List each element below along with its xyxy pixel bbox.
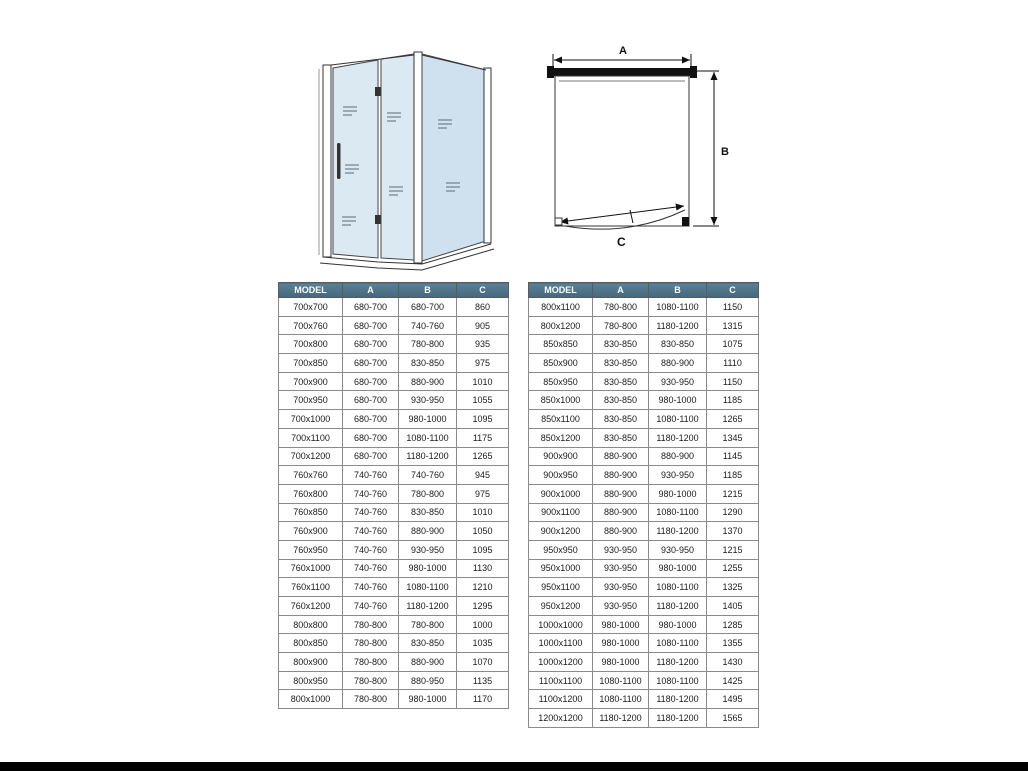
table-cell: 880-900 — [593, 503, 649, 522]
table-row — [529, 690, 759, 709]
table-cell: 1010 — [457, 372, 509, 391]
column-header: C — [457, 283, 509, 298]
table-cell: 830-850 — [593, 410, 649, 429]
bottom-border-bar — [0, 762, 1028, 771]
table-cell: 1050 — [457, 522, 509, 541]
table-cell: 900x1000 — [529, 484, 593, 503]
table-cell: 1180-1200 — [649, 522, 707, 541]
table-cell: 1100x1100 — [529, 671, 593, 690]
table-cell: 950x1100 — [529, 578, 593, 597]
table-cell: 1565 — [707, 709, 759, 728]
table-cell: 880-900 — [399, 522, 457, 541]
table-cell: 930-950 — [593, 559, 649, 578]
size-table-right-head — [529, 283, 759, 298]
table-cell: 980-1000 — [649, 484, 707, 503]
table-row — [279, 578, 509, 597]
table-cell: 780-800 — [399, 615, 457, 634]
table-cell: 680-700 — [343, 354, 399, 373]
table-cell: 800x1100 — [529, 298, 593, 317]
table-cell: 1145 — [707, 447, 759, 466]
table-cell: 1185 — [707, 391, 759, 410]
table-cell: 1315 — [707, 316, 759, 335]
table-row — [279, 484, 509, 503]
table-cell: 1000x1100 — [529, 634, 593, 653]
table-cell: 905 — [457, 316, 509, 335]
table-row — [279, 671, 509, 690]
table-row — [529, 354, 759, 373]
table-row — [279, 503, 509, 522]
table-cell: 800x850 — [279, 634, 343, 653]
table-row — [279, 540, 509, 559]
table-cell: 760x900 — [279, 522, 343, 541]
table-cell: 740-760 — [343, 466, 399, 485]
table-cell: 880-900 — [593, 447, 649, 466]
table-cell: 780-800 — [399, 484, 457, 503]
table-cell: 1180-1200 — [649, 690, 707, 709]
table-row — [279, 428, 509, 447]
table-cell: 1080-1100 — [399, 428, 457, 447]
table-cell: 830-850 — [593, 335, 649, 354]
table-cell: 1135 — [457, 671, 509, 690]
table-cell: 880-900 — [649, 354, 707, 373]
column-header: B — [649, 283, 707, 298]
table-row — [279, 597, 509, 616]
table-cell: 830-850 — [593, 354, 649, 373]
table-cell: 1325 — [707, 578, 759, 597]
table-cell: 700x800 — [279, 335, 343, 354]
table-cell: 1080-1100 — [649, 298, 707, 317]
table-cell: 830-850 — [649, 335, 707, 354]
table-cell: 1080-1100 — [649, 503, 707, 522]
corner-block-bottom-left — [555, 218, 562, 225]
table-cell: 950x1200 — [529, 597, 593, 616]
table-cell: 930-950 — [649, 372, 707, 391]
table-cell: 900x1200 — [529, 522, 593, 541]
table-cell: 780-800 — [343, 671, 399, 690]
corner-block-bottom-right — [682, 217, 689, 226]
table-cell: 1265 — [707, 410, 759, 429]
table-row — [279, 653, 509, 672]
table-cell: 880-900 — [399, 372, 457, 391]
table-cell: 760x950 — [279, 540, 343, 559]
table-cell: 1080-1100 — [649, 410, 707, 429]
table-cell: 850x1000 — [529, 391, 593, 410]
table-cell: 1150 — [707, 372, 759, 391]
table-cell: 950x950 — [529, 540, 593, 559]
table-row — [279, 335, 509, 354]
table-cell: 930-950 — [399, 391, 457, 410]
table-row — [529, 503, 759, 522]
table-row — [529, 578, 759, 597]
table-cell: 1430 — [707, 653, 759, 672]
table-cell: 900x1100 — [529, 503, 593, 522]
table-cell: 930-950 — [649, 466, 707, 485]
table-cell: 1180-1200 — [649, 428, 707, 447]
table-header-row — [529, 283, 759, 298]
table-cell: 1075 — [707, 335, 759, 354]
table-row — [529, 709, 759, 728]
table-cell: 1070 — [457, 653, 509, 672]
table-cell: 1405 — [707, 597, 759, 616]
table-cell: 1255 — [707, 559, 759, 578]
table-cell: 1285 — [707, 615, 759, 634]
table-cell: 830-850 — [593, 428, 649, 447]
table-cell: 700x760 — [279, 316, 343, 335]
table-cell: 680-700 — [343, 372, 399, 391]
size-table-left-body — [279, 298, 509, 709]
back-frame-profile — [484, 68, 491, 243]
table-cell: 740-760 — [343, 484, 399, 503]
table-cell: 850x950 — [529, 372, 593, 391]
table-cell: 700x1100 — [279, 428, 343, 447]
table-cell: 930-950 — [399, 540, 457, 559]
table-cell: 800x900 — [279, 653, 343, 672]
table-cell: 680-700 — [343, 428, 399, 447]
table-cell: 680-700 — [343, 447, 399, 466]
size-table-left-head — [279, 283, 509, 298]
table-row — [279, 522, 509, 541]
table-cell: 880-900 — [593, 484, 649, 503]
table-cell: 1265 — [457, 447, 509, 466]
table-cell: 830-850 — [593, 372, 649, 391]
table-cell: 930-950 — [649, 540, 707, 559]
table-row — [279, 690, 509, 709]
table-row — [529, 410, 759, 429]
column-header: B — [399, 283, 457, 298]
table-row — [279, 372, 509, 391]
table-cell: 760x760 — [279, 466, 343, 485]
table-cell: 1180-1200 — [649, 709, 707, 728]
table-cell: 980-1000 — [649, 391, 707, 410]
table-row — [279, 391, 509, 410]
side-glass-panel — [422, 54, 486, 261]
table-cell: 780-800 — [343, 634, 399, 653]
table-cell: 740-760 — [399, 316, 457, 335]
table-row — [529, 653, 759, 672]
table-cell: 760x1200 — [279, 597, 343, 616]
table-cell: 880-900 — [649, 447, 707, 466]
table-cell: 780-800 — [343, 653, 399, 672]
table-cell: 1080-1100 — [649, 578, 707, 597]
table-cell: 780-800 — [593, 316, 649, 335]
column-header: MODEL — [529, 283, 593, 298]
table-cell: 1180-1200 — [649, 597, 707, 616]
table-row — [529, 316, 759, 335]
table-row — [529, 372, 759, 391]
table-cell: 740-760 — [343, 559, 399, 578]
table-cell: 1215 — [707, 484, 759, 503]
table-cell: 680-700 — [343, 335, 399, 354]
table-row — [529, 671, 759, 690]
column-header: C — [707, 283, 759, 298]
table-cell: 800x1000 — [279, 690, 343, 709]
table-cell: 1080-1100 — [399, 578, 457, 597]
table-cell: 1080-1100 — [593, 690, 649, 709]
table-cell: 1180-1200 — [649, 653, 707, 672]
table-row — [529, 428, 759, 447]
table-cell: 1200x1200 — [529, 709, 593, 728]
table-cell: 1495 — [707, 690, 759, 709]
table-cell: 1000 — [457, 615, 509, 634]
table-row — [279, 298, 509, 317]
column-header: MODEL — [279, 283, 343, 298]
table-cell: 880-900 — [399, 653, 457, 672]
table-cell: 1000x1200 — [529, 653, 593, 672]
table-cell: 700x900 — [279, 372, 343, 391]
table-cell: 1055 — [457, 391, 509, 410]
table-cell: 900x950 — [529, 466, 593, 485]
table-cell: 1355 — [707, 634, 759, 653]
wall-profile-bar — [553, 68, 691, 76]
table-cell: 1010 — [457, 503, 509, 522]
table-cell: 1100x1200 — [529, 690, 593, 709]
table-cell: 680-700 — [399, 298, 457, 317]
table-row — [279, 466, 509, 485]
table-cell: 1095 — [457, 540, 509, 559]
table-cell: 700x1200 — [279, 447, 343, 466]
table-cell: 830-850 — [593, 391, 649, 410]
table-cell: 740-760 — [343, 503, 399, 522]
table-row — [529, 335, 759, 354]
top-view-dimension-diagram — [533, 40, 748, 260]
table-row — [279, 447, 509, 466]
table-cell: 880-900 — [593, 466, 649, 485]
table-header-row — [279, 283, 509, 298]
table-cell: 1110 — [707, 354, 759, 373]
table-row — [529, 391, 759, 410]
table-cell: 980-1000 — [399, 559, 457, 578]
table-cell: 760x1100 — [279, 578, 343, 597]
table-cell: 1180-1200 — [649, 316, 707, 335]
table-cell: 1080-1100 — [649, 634, 707, 653]
table-cell: 740-760 — [343, 578, 399, 597]
size-table-right — [528, 282, 759, 728]
table-cell: 800x800 — [279, 615, 343, 634]
table-row — [529, 634, 759, 653]
table-cell: 850x1100 — [529, 410, 593, 429]
table-cell: 1210 — [457, 578, 509, 597]
size-table-left — [278, 282, 509, 709]
column-header: A — [343, 283, 399, 298]
table-cell: 1295 — [457, 597, 509, 616]
table-cell: 900x900 — [529, 447, 593, 466]
table-cell: 930-950 — [593, 540, 649, 559]
dimension-b-label: B — [721, 146, 729, 158]
shower-enclosure-3d-diagram — [248, 15, 518, 275]
dimension-c-line — [560, 206, 684, 222]
table-cell: 850x850 — [529, 335, 593, 354]
table-cell: 1130 — [457, 559, 509, 578]
table-cell: 760x850 — [279, 503, 343, 522]
table-cell: 1370 — [707, 522, 759, 541]
table-row — [529, 597, 759, 616]
table-cell: 780-800 — [343, 615, 399, 634]
table-row — [279, 316, 509, 335]
table-cell: 1080-1100 — [593, 671, 649, 690]
table-cell: 935 — [457, 335, 509, 354]
table-cell: 830-850 — [399, 354, 457, 373]
corner-frame-profile — [414, 52, 422, 263]
table-row — [279, 615, 509, 634]
table-cell: 880-950 — [399, 671, 457, 690]
table-cell: 680-700 — [343, 298, 399, 317]
table-cell: 740-760 — [343, 597, 399, 616]
table-cell: 780-800 — [593, 298, 649, 317]
table-cell: 1345 — [707, 428, 759, 447]
wall-end-block-right — [690, 66, 697, 78]
table-cell: 975 — [457, 354, 509, 373]
table-cell: 1080-1100 — [649, 671, 707, 690]
table-cell: 980-1000 — [649, 615, 707, 634]
table-cell: 700x700 — [279, 298, 343, 317]
table-cell: 1095 — [457, 410, 509, 429]
table-cell: 1150 — [707, 298, 759, 317]
size-table-right-body — [529, 298, 759, 728]
table-row — [279, 634, 509, 653]
table-cell: 850x1200 — [529, 428, 593, 447]
table-row — [529, 447, 759, 466]
table-row — [529, 540, 759, 559]
table-cell: 1185 — [707, 466, 759, 485]
fixed-glass-panel — [381, 54, 414, 260]
table-row — [529, 466, 759, 485]
table-cell: 700x850 — [279, 354, 343, 373]
table-cell: 980-1000 — [593, 653, 649, 672]
table-cell: 760x1000 — [279, 559, 343, 578]
dimension-a-label: A — [619, 45, 627, 57]
table-cell: 800x950 — [279, 671, 343, 690]
table-cell: 680-700 — [343, 410, 399, 429]
table-cell: 1170 — [457, 690, 509, 709]
column-header: A — [593, 283, 649, 298]
table-cell: 740-760 — [399, 466, 457, 485]
table-cell: 740-760 — [343, 540, 399, 559]
table-row — [529, 559, 759, 578]
table-row — [529, 522, 759, 541]
table-row — [529, 298, 759, 317]
table-cell: 1180-1200 — [593, 709, 649, 728]
table-cell: 800x1200 — [529, 316, 593, 335]
table-cell: 830-850 — [399, 503, 457, 522]
table-cell: 1180-1200 — [399, 447, 457, 466]
table-cell: 1175 — [457, 428, 509, 447]
table-cell: 880-900 — [593, 522, 649, 541]
table-cell: 1215 — [707, 540, 759, 559]
table-cell: 980-1000 — [649, 559, 707, 578]
table-cell: 850x900 — [529, 354, 593, 373]
table-cell: 680-700 — [343, 391, 399, 410]
door-hinge-top — [375, 87, 381, 96]
table-cell: 700x950 — [279, 391, 343, 410]
table-cell: 945 — [457, 466, 509, 485]
door-handle — [337, 143, 341, 179]
table-cell: 780-800 — [399, 335, 457, 354]
table-cell: 740-760 — [343, 522, 399, 541]
door-pivot-tick — [630, 210, 633, 223]
table-cell: 980-1000 — [399, 410, 457, 429]
table-row — [529, 615, 759, 634]
table-cell: 950x1000 — [529, 559, 593, 578]
table-cell: 860 — [457, 298, 509, 317]
table-cell: 680-700 — [343, 316, 399, 335]
table-cell: 1425 — [707, 671, 759, 690]
table-cell: 780-800 — [343, 690, 399, 709]
table-cell: 930-950 — [593, 578, 649, 597]
table-cell: 830-850 — [399, 634, 457, 653]
table-cell: 930-950 — [593, 597, 649, 616]
table-cell: 700x1000 — [279, 410, 343, 429]
table-cell: 1180-1200 — [399, 597, 457, 616]
table-cell: 1035 — [457, 634, 509, 653]
table-cell: 975 — [457, 484, 509, 503]
tray-outline — [555, 76, 689, 226]
table-row — [529, 484, 759, 503]
door-hinge-bottom — [375, 215, 381, 224]
table-cell: 980-1000 — [593, 615, 649, 634]
table-row — [279, 410, 509, 429]
table-cell: 980-1000 — [593, 634, 649, 653]
table-row — [279, 354, 509, 373]
table-cell: 1290 — [707, 503, 759, 522]
left-frame-profile — [323, 65, 331, 257]
table-row — [279, 559, 509, 578]
table-cell: 760x800 — [279, 484, 343, 503]
dimension-c-label: C — [617, 235, 626, 249]
wall-end-block-left — [547, 66, 554, 78]
table-cell: 980-1000 — [399, 690, 457, 709]
table-cell: 1000x1000 — [529, 615, 593, 634]
